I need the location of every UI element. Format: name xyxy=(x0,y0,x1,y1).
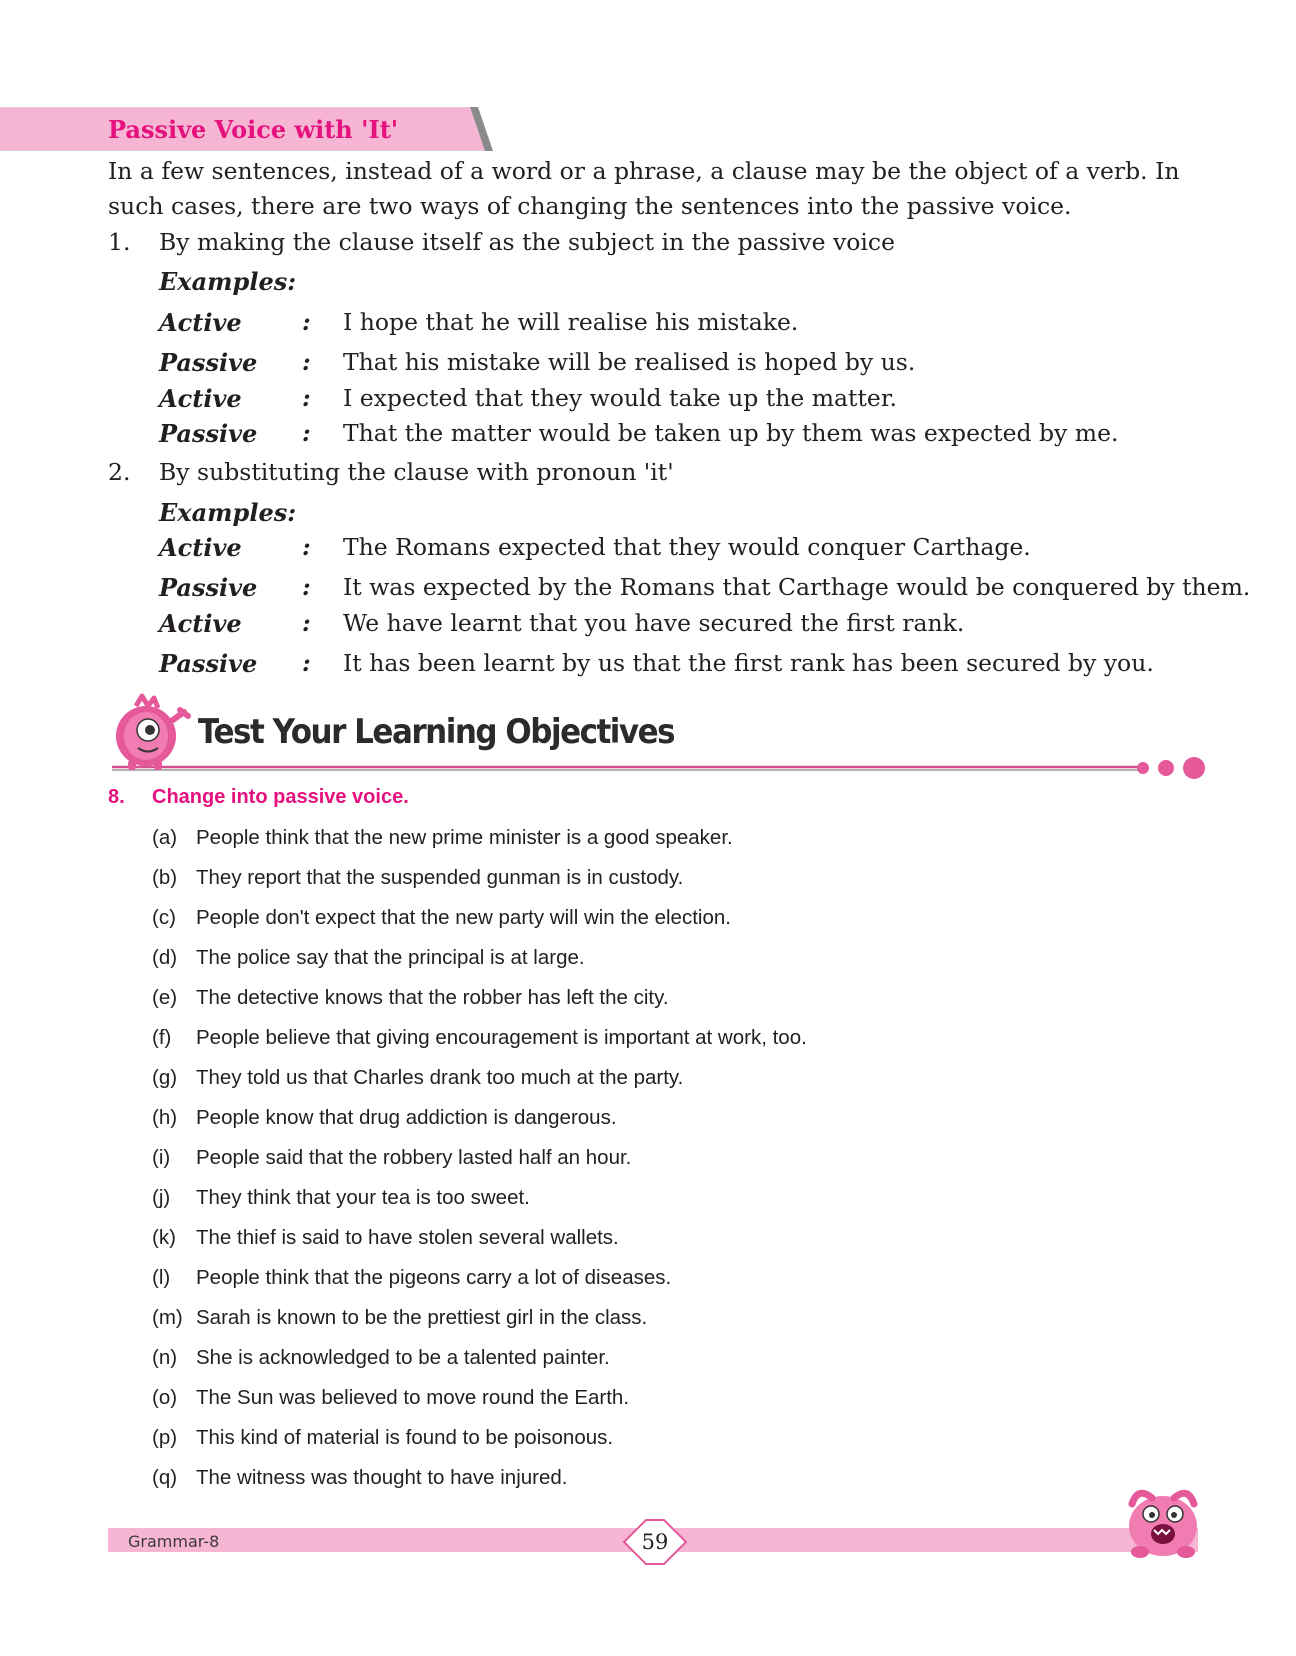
colon: : xyxy=(302,533,311,561)
item-sentence: People know that drug addiction is dangerous. xyxy=(196,1106,617,1129)
item-letter: (d) xyxy=(152,946,178,969)
item-letter: (i) xyxy=(152,1146,171,1169)
voice-label: Passive xyxy=(159,419,258,448)
example-sentence: We have learnt that you have secured the first rank. xyxy=(343,609,965,637)
item-letter: (l) xyxy=(152,1266,171,1289)
item-letter: (p) xyxy=(152,1426,178,1449)
item-sentence: This kind of material is found to be poisonous. xyxy=(196,1426,614,1449)
item-sentence: Sarah is known to be the prettiest girl in the class. xyxy=(196,1306,648,1329)
item-letter: (n) xyxy=(152,1346,178,1369)
voice-label: Active xyxy=(159,384,242,413)
example-sentence: That his mistake will be realised is hoped by us. xyxy=(343,348,916,376)
colon: : xyxy=(302,649,311,677)
intro-paragraph: In a few sentences, instead of a word or a phrase, a clause may be the object of a verb. In such cases, there are two ways of changing the sentences into the passive voice. xyxy=(108,157,1180,220)
item-letter: (f) xyxy=(152,1026,172,1049)
item-sentence: The thief is said to have stolen several wallets. xyxy=(196,1226,619,1249)
item-letter: (b) xyxy=(152,866,178,889)
test-objectives-title: Test Your Learning Objectives xyxy=(198,712,675,752)
voice-label: Passive xyxy=(159,348,258,377)
item-sentence: People think that the new prime minister is a good speaker. xyxy=(196,826,733,849)
colon: : xyxy=(302,308,311,336)
book-title: Grammar-8 xyxy=(128,1532,220,1551)
item-letter: (m) xyxy=(152,1306,183,1329)
item-letter: (j) xyxy=(152,1186,171,1209)
colon: : xyxy=(302,609,311,637)
voice-label: Passive xyxy=(159,649,258,678)
test-objectives-header xyxy=(108,692,1208,782)
voice-label: Active xyxy=(159,609,242,638)
item-sentence: They report that the suspended gunman is in custody. xyxy=(196,866,684,889)
item-sentence: They think that your tea is too sweet. xyxy=(196,1186,530,1209)
item-sentence: The police say that the principal is at large. xyxy=(196,946,585,969)
colon: : xyxy=(302,348,311,376)
item-sentence: The detective knows that the robber has left the city. xyxy=(196,986,669,1009)
item-sentence: People said that the robbery lasted half an hour. xyxy=(196,1146,632,1169)
item-letter: (a) xyxy=(152,826,178,849)
examples-label: Examples: xyxy=(159,267,297,296)
method-text: By making the clause itself as the subject in the passive voice xyxy=(159,228,895,256)
page-footer xyxy=(108,1528,1198,1556)
examples-label: Examples: xyxy=(159,498,297,527)
item-letter: (k) xyxy=(152,1226,176,1249)
page-number: 59 xyxy=(641,1530,669,1554)
example-sentence: The Romans expected that they would conquer Carthage. xyxy=(343,533,1031,561)
question-number: 8. xyxy=(108,786,125,808)
example-sentence: That the matter would be taken up by them was expected by me. xyxy=(343,419,1119,447)
voice-label: Active xyxy=(159,533,242,562)
example-sentence: It was expected by the Romans that Carthage would be conquered by them. xyxy=(343,573,1251,601)
voice-label: Active xyxy=(159,308,242,337)
example-sentence: It has been learnt by us that the first rank has been secured by you. xyxy=(343,649,1154,677)
item-sentence: They told us that Charles drank too much at the party. xyxy=(196,1066,684,1089)
section-title-band xyxy=(0,107,495,151)
method-number: 2. xyxy=(108,458,131,486)
item-letter: (h) xyxy=(152,1106,178,1129)
method-number: 1. xyxy=(108,228,131,256)
example-sentence: I expected that they would take up the matter. xyxy=(343,384,897,412)
monster-mascot-icon xyxy=(1118,1484,1208,1564)
item-letter: (g) xyxy=(152,1066,178,1089)
colon: : xyxy=(302,419,311,447)
voice-label: Passive xyxy=(159,573,258,602)
section-title: Passive Voice with 'It' xyxy=(108,115,399,144)
colon: : xyxy=(302,573,311,601)
item-sentence: People believe that giving encouragement is important at work, too. xyxy=(196,1026,807,1049)
item-letter: (q) xyxy=(152,1466,178,1489)
item-sentence: She is acknowledged to be a talented painter. xyxy=(196,1346,610,1369)
item-letter: (o) xyxy=(152,1386,178,1409)
item-sentence: The Sun was believed to move round the Earth. xyxy=(196,1386,630,1409)
item-sentence: People don't expect that the new party will win the election. xyxy=(196,906,731,929)
example-sentence: I hope that he will realise his mistake. xyxy=(343,308,799,336)
item-letter: (c) xyxy=(152,906,176,929)
question-text: Change into passive voice. xyxy=(152,786,409,808)
item-sentence: People think that the pigeons carry a lot of diseases. xyxy=(196,1266,672,1289)
method-text: By substituting the clause with pronoun 'it' xyxy=(159,458,674,486)
item-letter: (e) xyxy=(152,986,178,1009)
colon: : xyxy=(302,384,311,412)
item-sentence: The witness was thought to have injured. xyxy=(196,1466,568,1489)
